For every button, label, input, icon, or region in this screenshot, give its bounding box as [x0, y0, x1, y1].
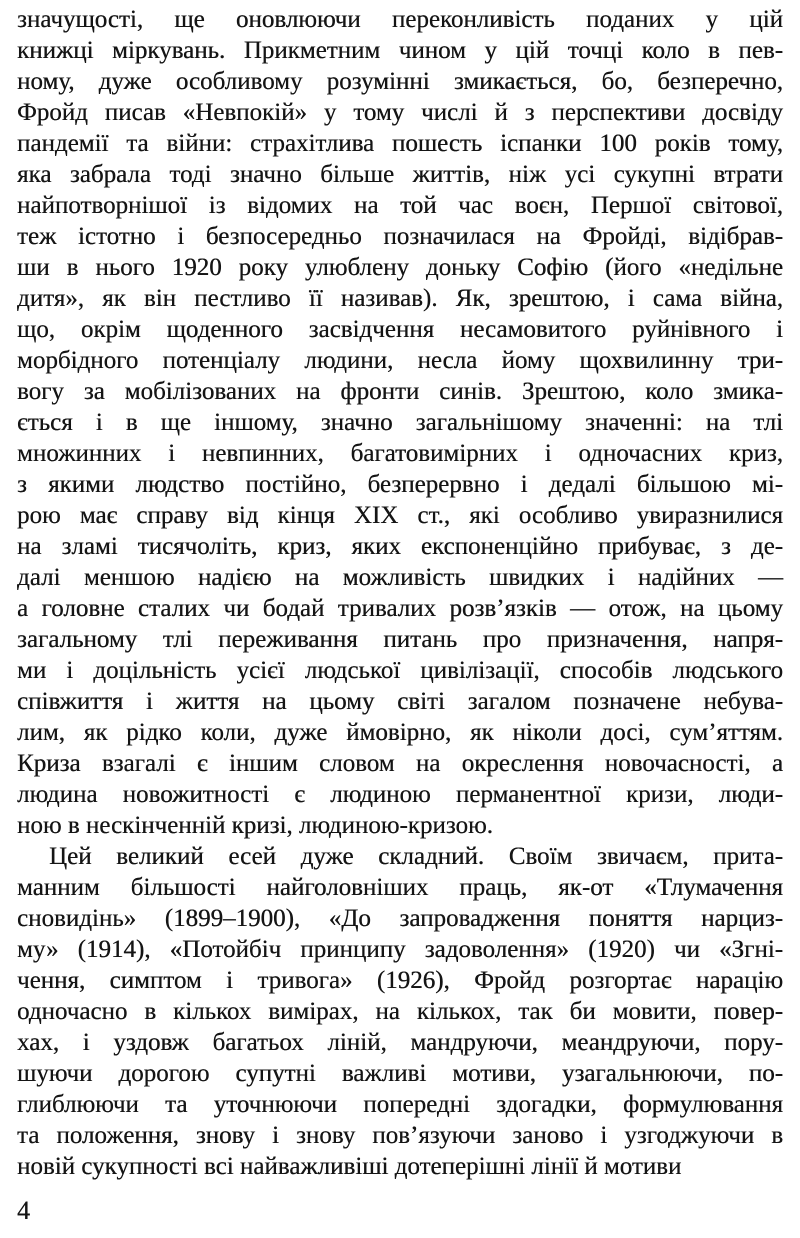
- text-line: Фройд писав «Невпокій» у тому числі й з перспективи досвіду: [17, 99, 783, 126]
- text-line: му» (1914), «Потойбіч принципу задоволення» (1920) чи «Згні-: [17, 936, 783, 963]
- text-line: вогу за мобілізованих на фронти синів. Зрештою, коло змика-: [17, 378, 783, 405]
- text-line: сновидінь» (1899–1900), «До запровадження поняття нарциз-: [17, 905, 783, 932]
- text-line: Криза взагалі є іншим словом на окреслення новочасності, а: [17, 750, 783, 777]
- text-line: хах, і уздовж багатьох ліній, мандруючи, меандруючи, пору-: [17, 1029, 783, 1056]
- text-line: ється і в ще іншому, значно загальнішому значенні: на тлі: [17, 409, 783, 436]
- text-line: значущості, ще оновлюючи переконливість поданих у цій: [17, 6, 783, 33]
- text-line: на зламі тисячоліть, криз, яких експоненційно прибуває, з де-: [17, 533, 783, 560]
- text-line: Цей великий есей дуже складний. Своїм звичаєм, прита-: [49, 843, 783, 870]
- text-line: пандемії та війни: страхітлива пошесть іспанки 100 років тому,: [17, 130, 783, 157]
- paragraph-1: [17, 4, 783, 841]
- text-line: а головне сталих чи бодай тривалих розв’язків — отож, на цьому: [17, 595, 783, 622]
- text-line: дитя», як він пестливо її називав). Як, зрештою, і сама війна,: [17, 285, 783, 312]
- text-line: співжиття і життя на цьому світі загалом позначене небува-: [17, 688, 783, 715]
- text-line: шуючи дорогою супутні важливі мотиви, узагальнюючи, по-: [17, 1060, 783, 1087]
- text-line: що, окрім щоденного засвідчення несамовитого руйнівного і: [17, 316, 783, 343]
- text-line: ми і доцільність усієї людської цивілізації, способів людського: [17, 657, 783, 684]
- text-line: книжці міркувань. Прикметним чином у цій точці коло в пев-: [17, 37, 783, 64]
- text-line: лим, як рідко коли, дуже ймовірно, як ніколи досі, сум’яттям.: [17, 719, 783, 746]
- text-line: ною в нескінченній кризі, людиною-кризою.: [17, 812, 493, 839]
- text-line: одночасно в кількох вимірах, на кількох, так би мовити, повер-: [17, 998, 783, 1025]
- text-line: ши в нього 1920 року улюблену доньку Софію (його «недільне: [17, 254, 783, 281]
- text-line: рою має справу від кінця XIX ст., які особливо увиразнилися: [17, 502, 783, 529]
- text-line: множинних і невпинних, багатовимірних і одночасних криз,: [17, 440, 783, 467]
- paragraph-2: [17, 841, 783, 1182]
- body-text: [17, 4, 783, 1182]
- text-line: чення, симптом і тривога» (1926), Фройд розгортає нарацію: [17, 967, 783, 994]
- text-line: теж істотно і безпосередньо позначилася на Фройді, відібрав-: [17, 223, 783, 250]
- text-line: найпотворнішої із відомих на той час воєн, Першої світової,: [17, 192, 783, 219]
- text-line: манним більшості найголовніших праць, як-от «Тлумачення: [17, 874, 783, 901]
- text-line: морбідного потенціалу людини, несла йому щохвилинну три-: [17, 347, 783, 374]
- text-line: далі меншою надією на можливість швидких і надійних —: [17, 564, 783, 591]
- text-line: яка забрала тоді значно більше життів, ніж усі сукупні втрати: [17, 161, 783, 188]
- text-line: ному, дуже особливому розумінні змикається, бо, безперечно,: [17, 68, 783, 95]
- page-number: 4: [17, 1196, 30, 1225]
- text-line: загальному тлі переживання питань про призначення, напря-: [17, 626, 783, 653]
- text-line: з якими людство постійно, безперервно і дедалі більшою мі-: [17, 471, 783, 498]
- text-line: людина новожитності є людиною перманентної кризи, люди-: [17, 781, 783, 808]
- text-line: глиблюючи та уточнюючи попередні здогадки, формулювання: [17, 1091, 783, 1118]
- text-line: та положення, знову і знову пов’язуючи заново і узгоджуючи в: [17, 1122, 783, 1149]
- text-line: новій сукупності всі найважливіші дотеперішні лінії й мотиви: [17, 1153, 682, 1180]
